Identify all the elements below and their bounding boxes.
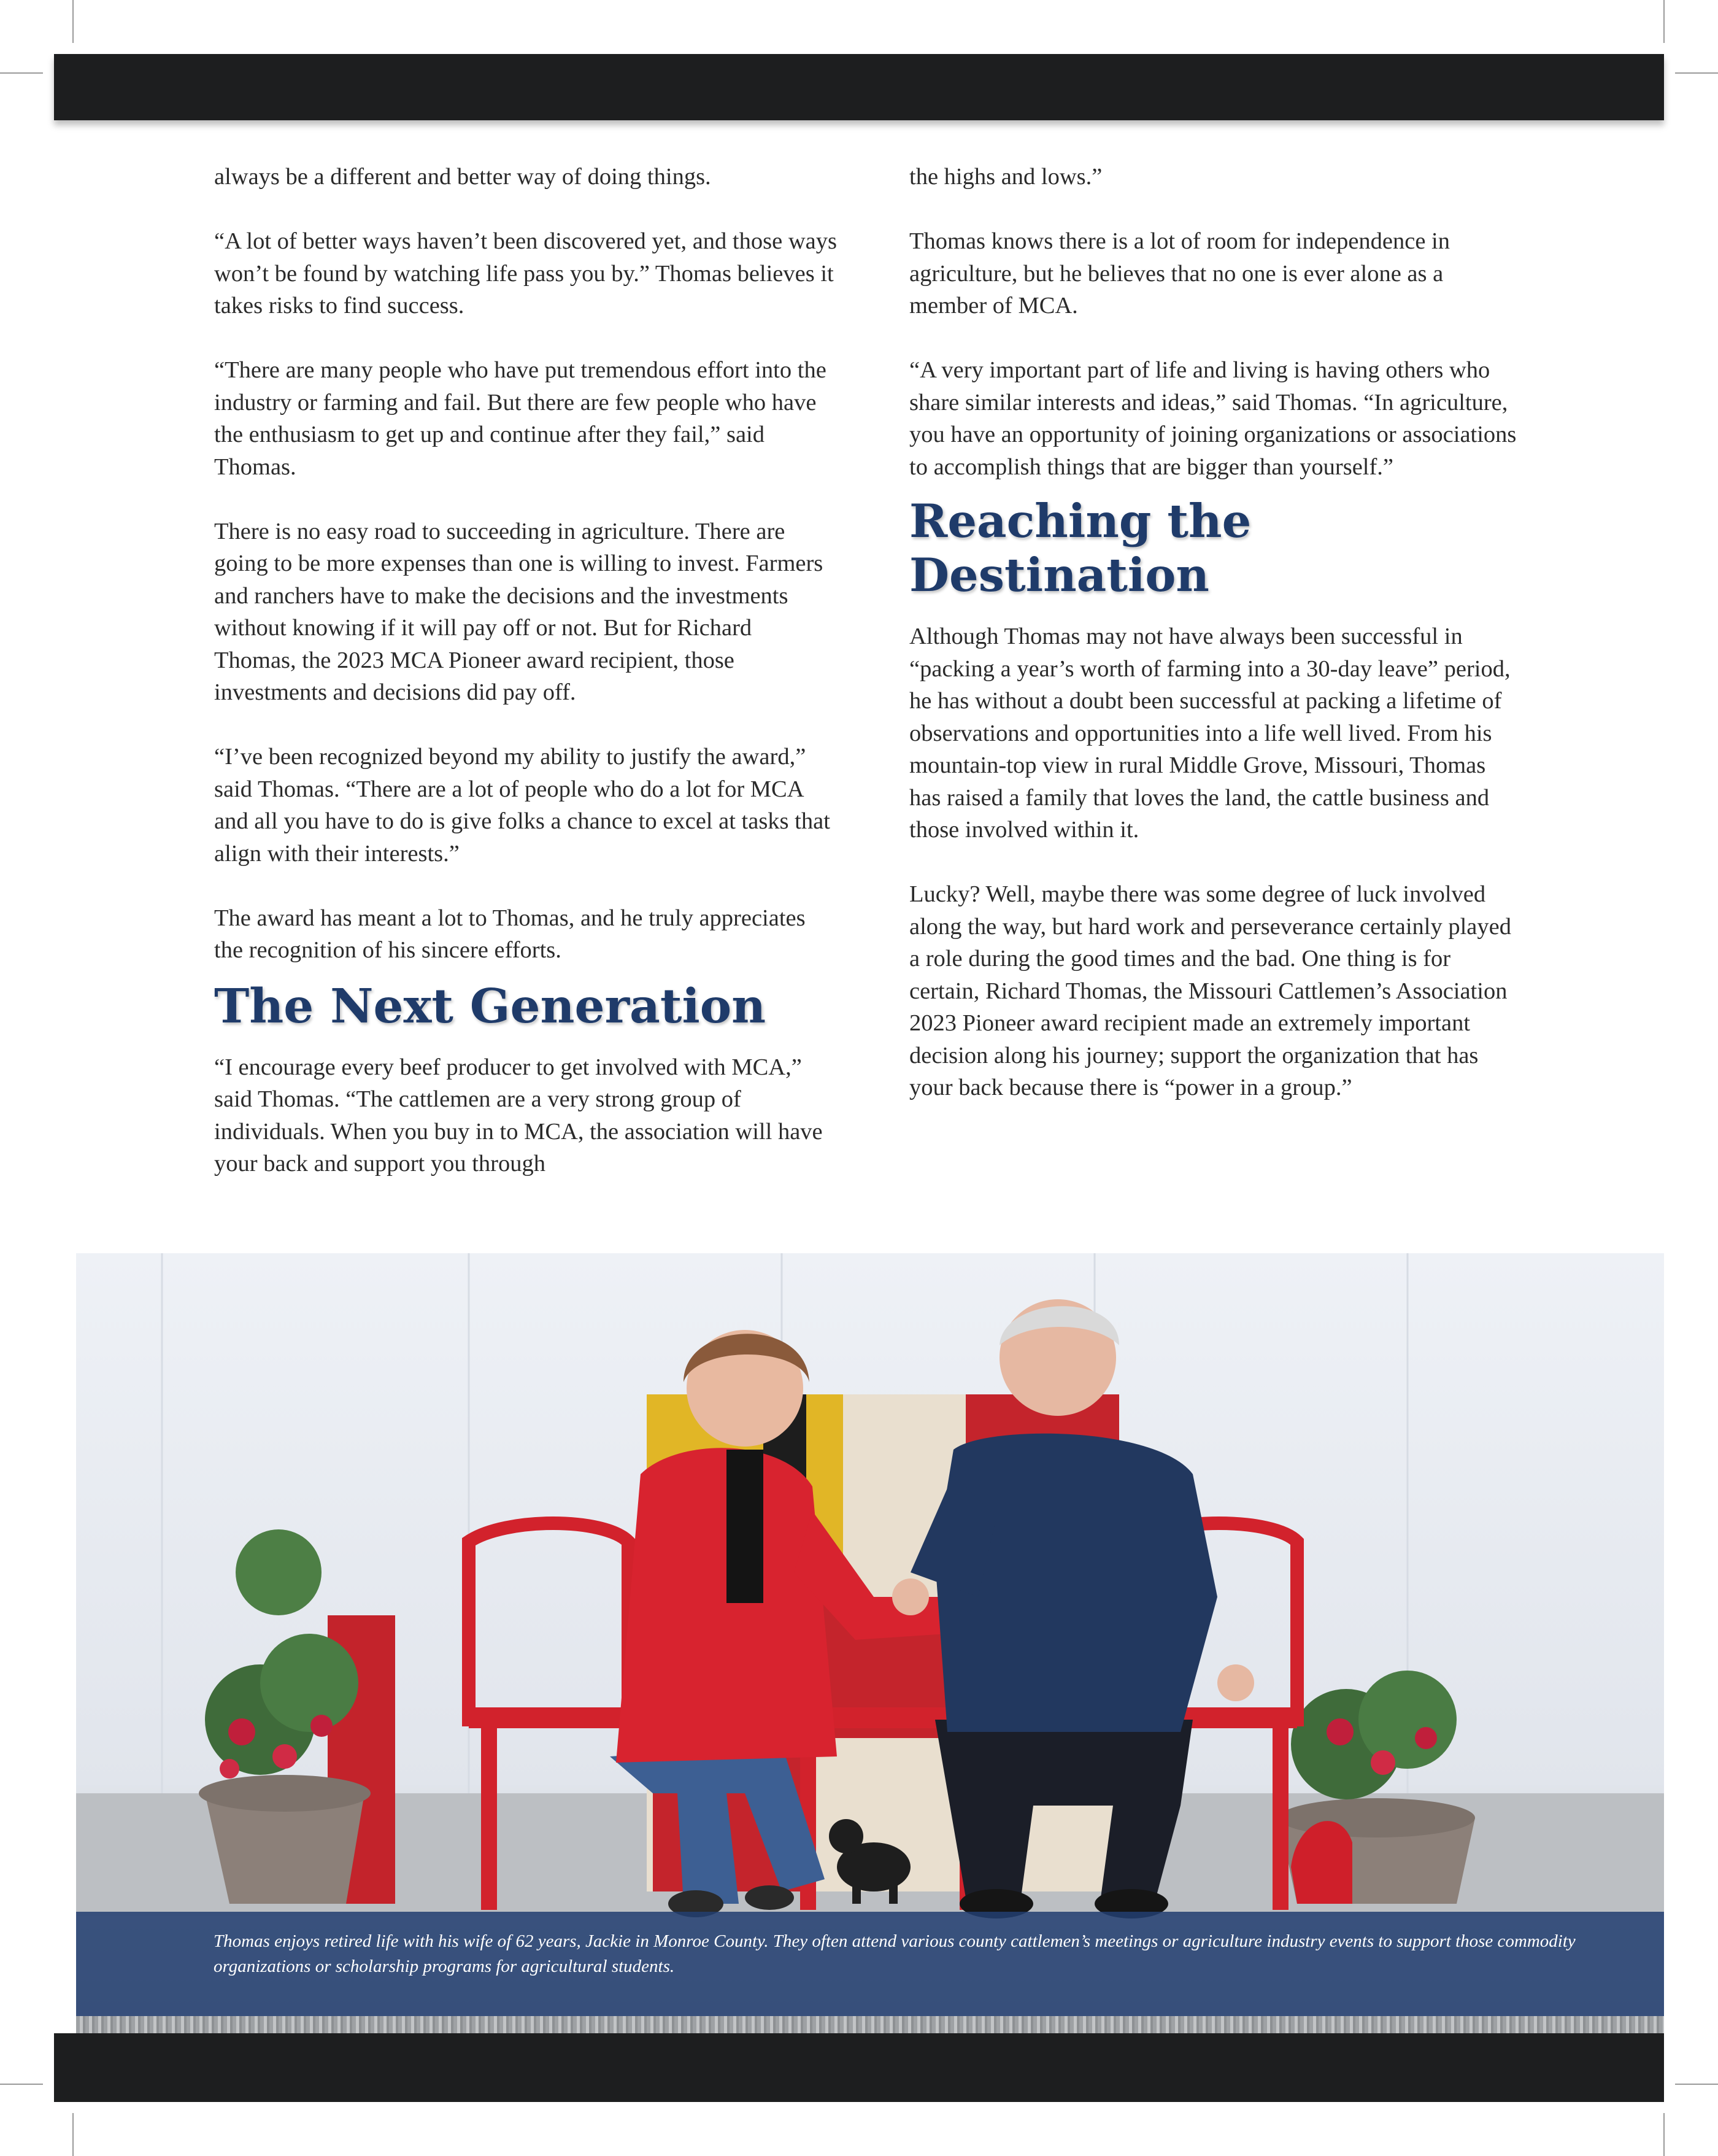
paragraph: the highs and lows.” [909, 164, 1103, 190]
left-column [214, 161, 837, 1180]
photo-caption: Thomas enjoys retired life with his wife of 62 years, Jackie in Monroe County. They often attend various county cattlemen’s meetings or agriculture industry events to support those commodity organizations or scholarship programs for agricultural students. [214, 1931, 1576, 1976]
paragraph: The award has meant a lot to Thomas, and he truly appreciates the recognition of his sincere efforts. [214, 905, 806, 963]
paragraph: “There are many people who have put tremendous effort into the industry or farming and fail. But there are few people who have the enthusiasm to get up and continue after they fail,” said Thomas. [214, 357, 826, 480]
header-bar [54, 54, 1664, 120]
gravel-strip [76, 2016, 1664, 2033]
paragraph: Lucky? Well, maybe there was some degree of luck involved along the way, but hard work and perseverance certainly played a role during the good times and the bad. One thing is for certain, Richard Thomas, the Missouri Cattlemen’s Association 2023 Pioneer award recipient made an extremely important decision along his journey; support the organization that has your back because there is “power in a group.” [909, 881, 1511, 1100]
paragraph: There is no easy road to succeeding in agriculture. There are going to be more expenses than one is willing to invest. Farmers and ranchers have to make the decisions and the investments without knowing if it will pay off or not. But for Richard Thomas, the 2023 MCA Pioneer award recipient, those investments and decisions did pay off. [214, 518, 823, 705]
footer-bar [54, 2033, 1664, 2102]
crop-mark [1663, 2113, 1665, 2156]
crop-mark [72, 2113, 74, 2156]
paragraph: “A very important part of life and living is having others who share similar interests and ideas,” said Thomas. “In agriculture, you have an opportunity of joining organizations or associations to accomplish things that are bigger than yourself.” [909, 357, 1517, 480]
crop-mark [0, 72, 43, 74]
couple-photo [76, 1253, 1664, 2033]
right-planter [1279, 1671, 1475, 1904]
crop-mark [1675, 2084, 1718, 2085]
paragraph: Thomas knows there is a lot of room for independence in agriculture, but he believes that no one is ever alone as a member of MCA. [909, 228, 1450, 319]
crop-mark [72, 0, 74, 43]
section-heading-next-generation: The Next Generation [214, 978, 766, 1034]
left-planter [199, 1529, 395, 1904]
paragraph: “I’ve been recognized beyond my ability to justify the award,” said Thomas. “There are a lot of people who do a lot for MCA and all you have to do is give folks a chance to excel at tasks that align with their interests.” [214, 744, 830, 867]
right-column [909, 161, 1523, 1104]
crop-mark [0, 2084, 43, 2085]
crop-mark [1675, 72, 1718, 74]
paragraph: “A lot of better ways haven’t been discovered yet, and those ways won’t be found by watching life pass you by.” Thomas believes it takes risks to find success. [214, 228, 837, 319]
paragraph: Although Thomas may not have always been successful in “packing a year’s worth of farming into a 30-day leave” period, he has without a doubt been successful at packing a lifetime of observations and opportunities into a life well lived. From his mountain-top view in rural Middle Grove, Missouri, Thomas has raised a family that loves the land, the cattle business and those involved within it. [909, 624, 1511, 843]
caption-band [76, 1912, 1664, 2016]
section-heading-reaching-destination: Reaching the Destination [909, 494, 1252, 602]
paragraph: “I encourage every beef producer to get involved with MCA,” said Thomas. “The cattlemen are a very strong group of individuals. When you buy in to MCA, the association will have your back and support you through [214, 1054, 823, 1177]
paragraph: always be a different and better way of doing things. [214, 164, 711, 190]
crop-mark [1663, 0, 1665, 43]
